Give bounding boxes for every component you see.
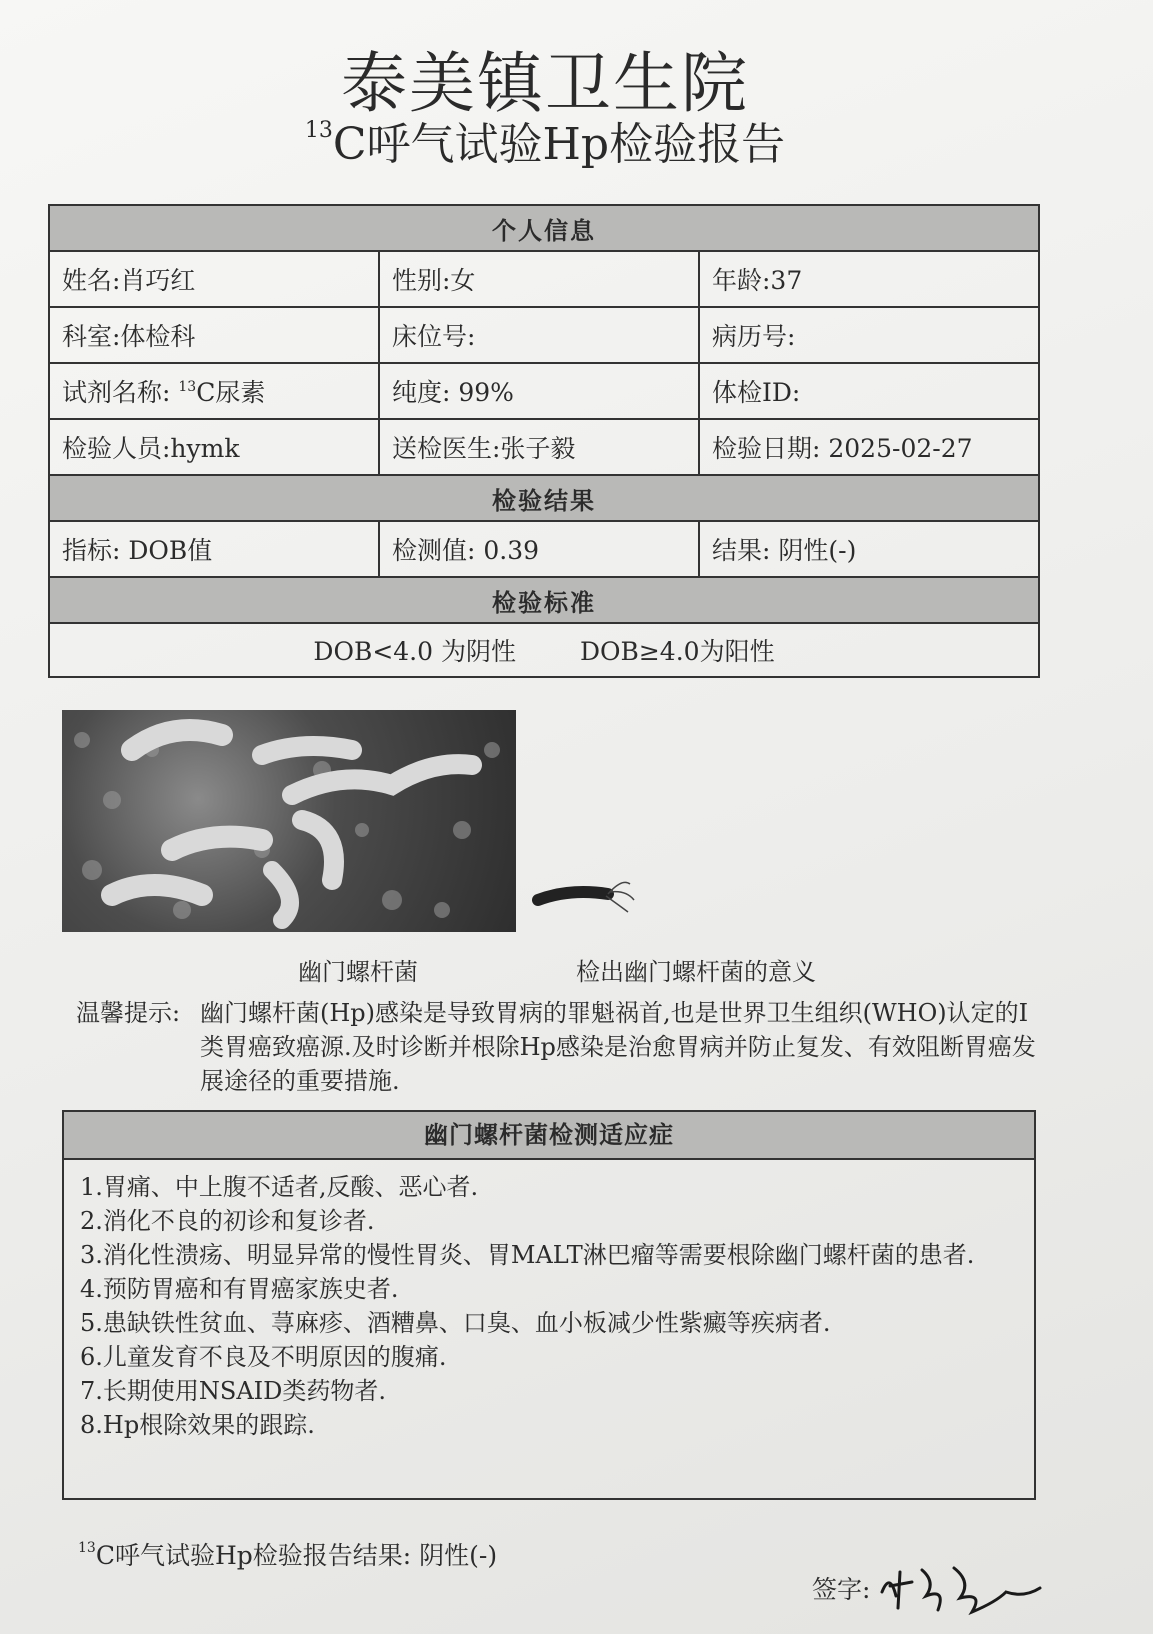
indications-title: 幽门螺杆菌检测适应症 [64,1112,1034,1160]
patient-gender: 性别:女 [379,251,699,307]
reagent-label: 试剂名称: [62,378,179,407]
exam-id: 体检ID: [699,363,1039,419]
caption-significance: 检出幽门螺杆菌的意义 [576,958,816,986]
standard-row [49,623,1039,677]
indication-item: 1.胃痛、中上腹不适者,反酸、恶心者. [80,1173,479,1201]
section-personal-info: 个人信息 [49,205,1039,251]
bacteria-micrograph-drawing [62,710,516,932]
title-superscript: 13 [304,118,333,143]
standard-negative: DOB<4.0 为阴性 [313,637,516,666]
record-number: 病历号: [699,307,1039,363]
indication-item: 2.消化不良的初诊和复诊者. [80,1207,375,1235]
result-indicator: 指标: DOB值 [49,521,379,577]
patient-age: 年龄:37 [699,251,1039,307]
caption-bacteria: 幽门螺杆菌 [298,958,418,986]
inspector: 检验人员:hymk [49,419,379,475]
title-text: C呼气试验Hp检验报告 [332,119,786,170]
indication-item: 8.Hp根除效果的跟踪. [80,1411,315,1439]
reagent-superscript: 13 [178,379,197,395]
bed-number: 床位号: [379,307,699,363]
reagent-purity: 纯度: 99% [379,363,699,419]
result-value: 检测值: 0.39 [379,521,699,577]
indication-item: 5.患缺铁性贫血、荨麻疹、酒糟鼻、口臭、血小板减少性紫癜等疾病者. [80,1309,831,1337]
referring-doctor: 送检医生:张子毅 [379,419,699,475]
standard-positive: DOB≥4.0为阳性 [579,637,775,666]
indication-item: 4.预防胃癌和有胃癌家族史者. [80,1275,399,1303]
tip-text: 幽门螺杆菌(Hp)感染是导致胃病的罪魁祸首,也是世界卫生组织(WHO)认定的I类胃癌致癌源.及时诊断并根除Hp感染是治愈胃病并防止复发、有效阻断胃癌发展途径的重要措施. [200,999,1036,1095]
patient-name: 姓名:肖巧红 [49,251,379,307]
final-result [78,1536,497,1572]
section-standard: 检验标准 [49,577,1039,623]
bacteria-micrograph [62,710,516,932]
final-superscript: 13 [78,1540,96,1556]
section-result: 检验结果 [49,475,1039,521]
exam-date: 检验日期: 2025-02-27 [699,419,1039,475]
indication-item: 7.长期使用NSAID类药物者. [80,1377,387,1405]
result-outcome: 结果: 阴性(-) [699,521,1039,577]
patient-department: 科室:体检科 [49,307,379,363]
signature-label: 签字: [812,1575,871,1604]
tip-label: 温馨提示: [76,999,181,1027]
reagent-value: C尿素 [196,378,266,407]
handwritten-signature [876,1552,1046,1622]
indication-item: 3.消化性溃疡、明显异常的慢性胃炎、胃MALT淋巴瘤等需要根除幽门螺杆菌的患者. [80,1241,975,1269]
indication-item: 6.儿童发育不良及不明原因的腹痛. [80,1343,447,1371]
single-bacterium-image [530,862,650,922]
indications-list [80,1170,1020,1442]
final-result-text: C呼气试验Hp检验报告结果: 阴性(-) [95,1541,498,1570]
warm-tip [76,996,1036,1098]
info-table [48,204,1040,678]
report-title [0,108,1090,172]
reagent-name [49,363,379,419]
indications-box [62,1110,1036,1500]
hospital-name: 泰美镇卫生院 [341,45,749,122]
